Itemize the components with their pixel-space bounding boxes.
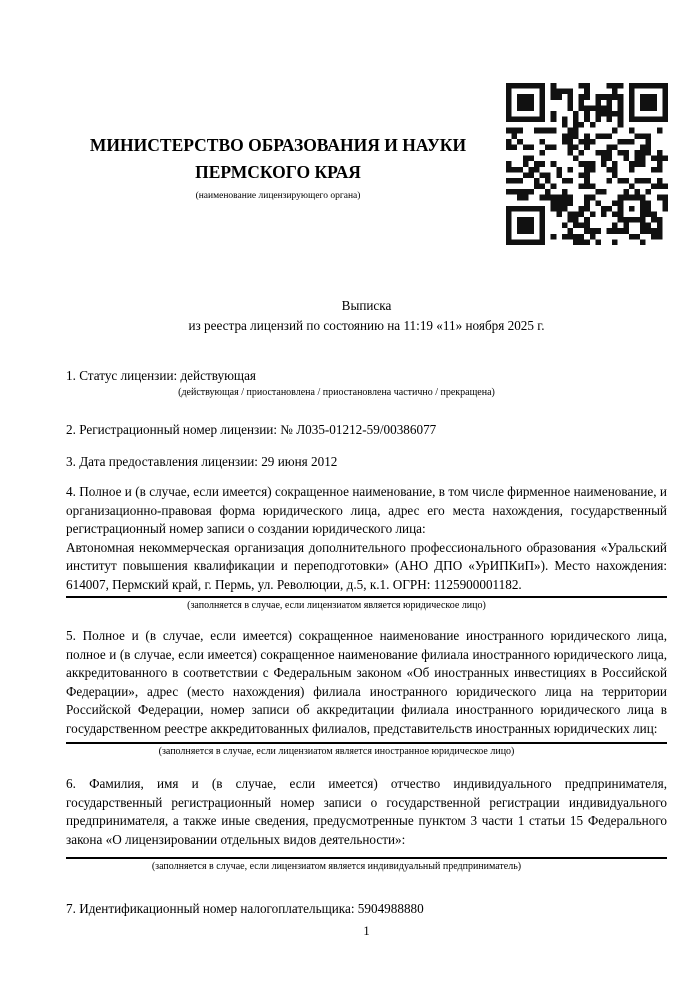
item-1-caption: (действующая / приостановлена / приостановлена частично / прекращена) — [178, 387, 495, 398]
ministry-name — [66, 132, 490, 186]
document-title — [66, 296, 667, 336]
item-2-registration-number: 2. Регистрационный номер лицензии: № Л035-01212-59/00386077 — [66, 422, 437, 437]
document-body — [66, 290, 667, 918]
item-4-legal-entity-value: Автономная некоммерческая организация дополнительного профессионального образования «Уральский институт повышения квалификации и переподготовки» (АНО ДПО «УрИПКиП»). Место нахождения: 614007, Пермский край, г. Пермь, ул. Революции, д.5, к.1. ОГРН: 1125900001182. — [66, 539, 667, 592]
qr-code-icon — [506, 83, 668, 245]
header-caption: (наименование лицензирующего органа) — [195, 191, 361, 201]
item-5-fill-line — [66, 742, 667, 744]
item-6-entrepreneur-label: 6. Фамилия, имя и (в случае, если имеется) отчество индивидуального предпринимателя, государственный регистрационный номер записи о государственной регистрации индивидуального предпринимателя, а также иные сведения, предусмотренные пунктом 3 части 1 статьи 15 Федерального закона «О лицензировании отдельных видов деятельности»: — [66, 776, 667, 847]
ministry-name-line2: ПЕРМСКОГО КРАЯ — [195, 162, 361, 182]
item-4-fill-line — [66, 596, 667, 598]
item-5-caption: (заполняется в случае, если лицензиатом является иностранное юридическое лицо) — [158, 746, 515, 757]
item-3-license-date: 3. Дата предоставления лицензии: 29 июня 2012 — [66, 454, 338, 469]
item-6-fill-line — [66, 857, 667, 859]
page-number: 1 — [363, 924, 370, 938]
item-4-caption: (заполняется в случае, если лицензиатом является юридическое лицо) — [187, 600, 486, 611]
document-title-line2: из реестра лицензий по состоянию на 11:19 «11» ноября 2025 г. — [188, 318, 545, 333]
item-5-foreign-entity-label: 5. Полное и (в случае, если имеется) сокращенное наименование иностранного юридического лица, полное и (в случае, если имеется) сокращенное наименование филиала иностранного юридического лица, аккредитованного в соответствии с Федеральным законом «Об иностранных инвестициях в Российской Федерации», адрес (место нахождения) филиала иностранного юридического лица на территории Российской Федерации, номер записи об аккредитации филиала иностранного юридического лица в государственном реестре аккредитованных филиалов, представительств иностранных юридических лиц: — [66, 628, 667, 736]
document-title-line1: Выписка — [341, 298, 392, 313]
item-1-license-status: 1. Статус лицензии: действующая — [66, 368, 257, 383]
item-7-taxpayer-number: 7. Идентификационный номер налогоплательщика: 5904988880 — [66, 901, 424, 916]
licensing-authority-header — [66, 132, 490, 202]
item-6-caption: (заполняется в случае, если лицензиатом является индивидуальный предприниматель) — [151, 861, 522, 872]
ministry-name-line1: МИНИСТЕРСТВО ОБРАЗОВАНИЯ И НАУКИ — [89, 135, 467, 155]
item-4-legal-entity-label: 4. Полное и (в случае, если имеется) сокращенное наименование, в том числе фирменное наименование, и организационно-правовая форма юридического лица, адрес его места нахождения, государственный регистрационный номер записи о создании юридического лица: — [66, 484, 667, 536]
